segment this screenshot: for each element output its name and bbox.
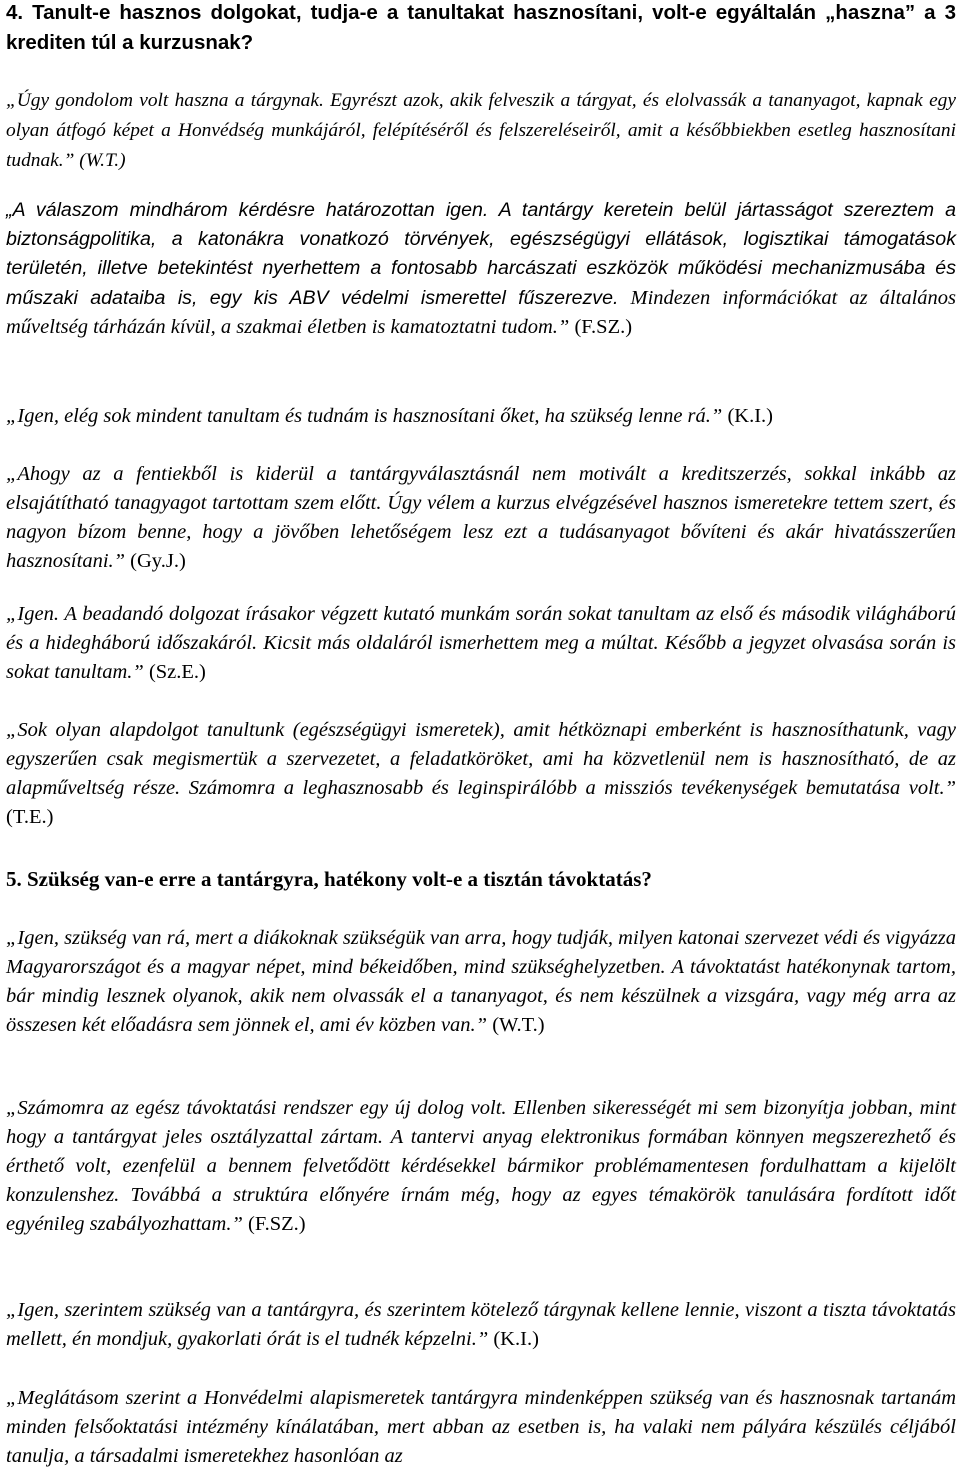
answer-author: (F.SZ.): [248, 1213, 306, 1235]
answer-ki-q4: [6, 402, 956, 431]
answer-gyj-q4: [6, 460, 956, 576]
answer-text-body: A tantárgy keretein belül jártasságot szereztem a biztonságpolitika, a katonákra vonatkozó törvények, egészségügyi ellátások, logisztikai támogatások területén, illetve betekintést nyerhettem a fontosabb harcászati eszközök működési mechanizmusába és műszaki adataiba is, egy kis ABV védelmi ismerettel fűszerezve.: [6, 199, 956, 309]
answer-final-q5: [6, 1384, 956, 1471]
answer-ki-q5: [6, 1296, 956, 1354]
answer-sze-q4: [6, 600, 956, 687]
answer-fsz-q4: [6, 196, 956, 342]
answer-wt-q5: [6, 924, 956, 1040]
answer-author: (T.E.): [6, 806, 54, 828]
answer-author: (K.I.): [493, 1328, 539, 1350]
answer-text-close: Mindezen információkat az általános műveltség tárházán kívül, a szakmai életben is kamatoztatni tudom.”: [6, 286, 956, 338]
answer-text: „Úgy gondolom volt haszna a tárgynak. Egyrészt azok, akik felveszik a tárgyat, és elolvassák a tananyagot, kapnak egy olyan átfogó képet a Honvédség munkájáról, felépítéséről és felszereléseiről, amit a későbbiekben esetleg hasznosítani tudnak.”: [6, 90, 956, 171]
answer-text-lead: „A válaszom mindhárom kérdésre határozottan igen.: [6, 199, 489, 221]
answer-text: „Igen, szükség van rá, mert a diákoknak szükségük van arra, hogy tudják, milyen katonai szervezet védi és vigyázza Magyarországot és a magyar népet, mind békeidőben, mind szükséghelyzetben. A távoktatást hatékonynak tartom, bár mindig lesznek olyanok, akik nem olvassák el a tananyagot, és nem készülnek a vizsgára, vagy még arra az összesen két előadásra sem jönnek el, ami év közben van.”: [6, 927, 956, 1036]
answer-text: „Igen, elég sok mindent tanultam és tudnám is hasznosítani őket, ha szükség lenne rá.”: [6, 405, 723, 427]
answer-wt-q4: [6, 86, 956, 176]
answer-te-q4: [6, 716, 956, 832]
answer-author: (W.T.): [492, 1014, 545, 1036]
answer-author: (F.SZ.): [574, 315, 633, 338]
answer-text: „Igen. A beadandó dolgozat írásakor végzett kutató munkám során sokat tanultam az első és második világháború és a hidegháború időszakáról. Kicsit más oldaláról ismerhettem meg a múltat. Később a jegyzet olvasása során is sokat tanultam.”: [6, 603, 956, 683]
answer-fsz-q5: [6, 1094, 956, 1239]
answer-author: (W.T.): [79, 150, 126, 171]
answer-text: „Igen, szerintem szükség van a tantárgyra, és szerintem kötelező tárgynak kellene lennie, viszont a tiszta távoktatás mellett, én mondjuk, gyakorlati órát is el tudnék képzelni.”: [6, 1299, 956, 1350]
answer-text-lead: „Számomra az egész távoktatási rendszer egy új dolog volt.: [6, 1097, 507, 1119]
question-5-heading: 5. Szükség van-e erre a tantárgyra, hatékony volt-e a tisztán távoktatás?: [6, 867, 652, 891]
answer-text: „Ahogy az a fentiekből is kiderül a tantárgyválasztásnál nem motivált a kreditszerzés, sokkal inkább az elsajátítható tanagyagot tartottam szem előtt. Úgy vélem a kurzus elvégzésével hasznos ismeretekre tettem szert, és nagyon bízom benne, hogy a jövőben lehetőségem lesz ezt a tudásanyagot bővíteni és akár hivatásszerűen hasznosítani.”: [6, 463, 956, 572]
answer-text: „Meglátásom szerint a Honvédelmi alapismeretek tantárgyra mindenképpen szükség van és hasznosnak tartanám minden felsőoktatási intézmény kínálatában, mert abban az esetben is, ha valaki nem pályára készülés céljából tanulja, a társadalmi ismeretekhez hasonlóan az: [6, 1387, 956, 1467]
answer-author: (Gy.J.): [130, 550, 186, 572]
answer-text: „Sok olyan alapdolgot tanultunk (egészségügyi ismeretek), amit hétköznapi emberként is hasznosíthatunk, vagy egyszerűen csak megismertük a szervezetet, a feladatköröket, ami ha közvetlenül nem is hasznosítható, de az alapműveltség része. Számomra a leghasznosabb és leginspirálóbb a missziós tevékenységek bemutatása volt.”: [6, 719, 956, 799]
answer-author: (K.I.): [727, 405, 773, 427]
answer-author: (Sz.E.): [148, 661, 206, 683]
answer-text-body: Ellenben sikerességét mi sem bizonyítja jobban, mint hogy a tantárgyat jeles osztályzattal zártam. A tantervi anyag elektronikus formában könnyen megszerezhető és érthető volt, ezenfelül a bennem felvetődött kérdésekkel bármikor problémamentesen fordulhattam a kijelölt konzulenshez. Továbbá a struktúra előnyére írnám még, hogy az egyes témakörök tanulására fordított időt egyénileg szabályozhattam.”: [6, 1097, 957, 1235]
question-4-heading: 4. Tanult-e hasznos dolgokat, tudja-e a tanultakat hasznosítani, volt-e egyáltalán „haszna” a 3 krediten túl a kurzusnak?: [6, 1, 956, 54]
